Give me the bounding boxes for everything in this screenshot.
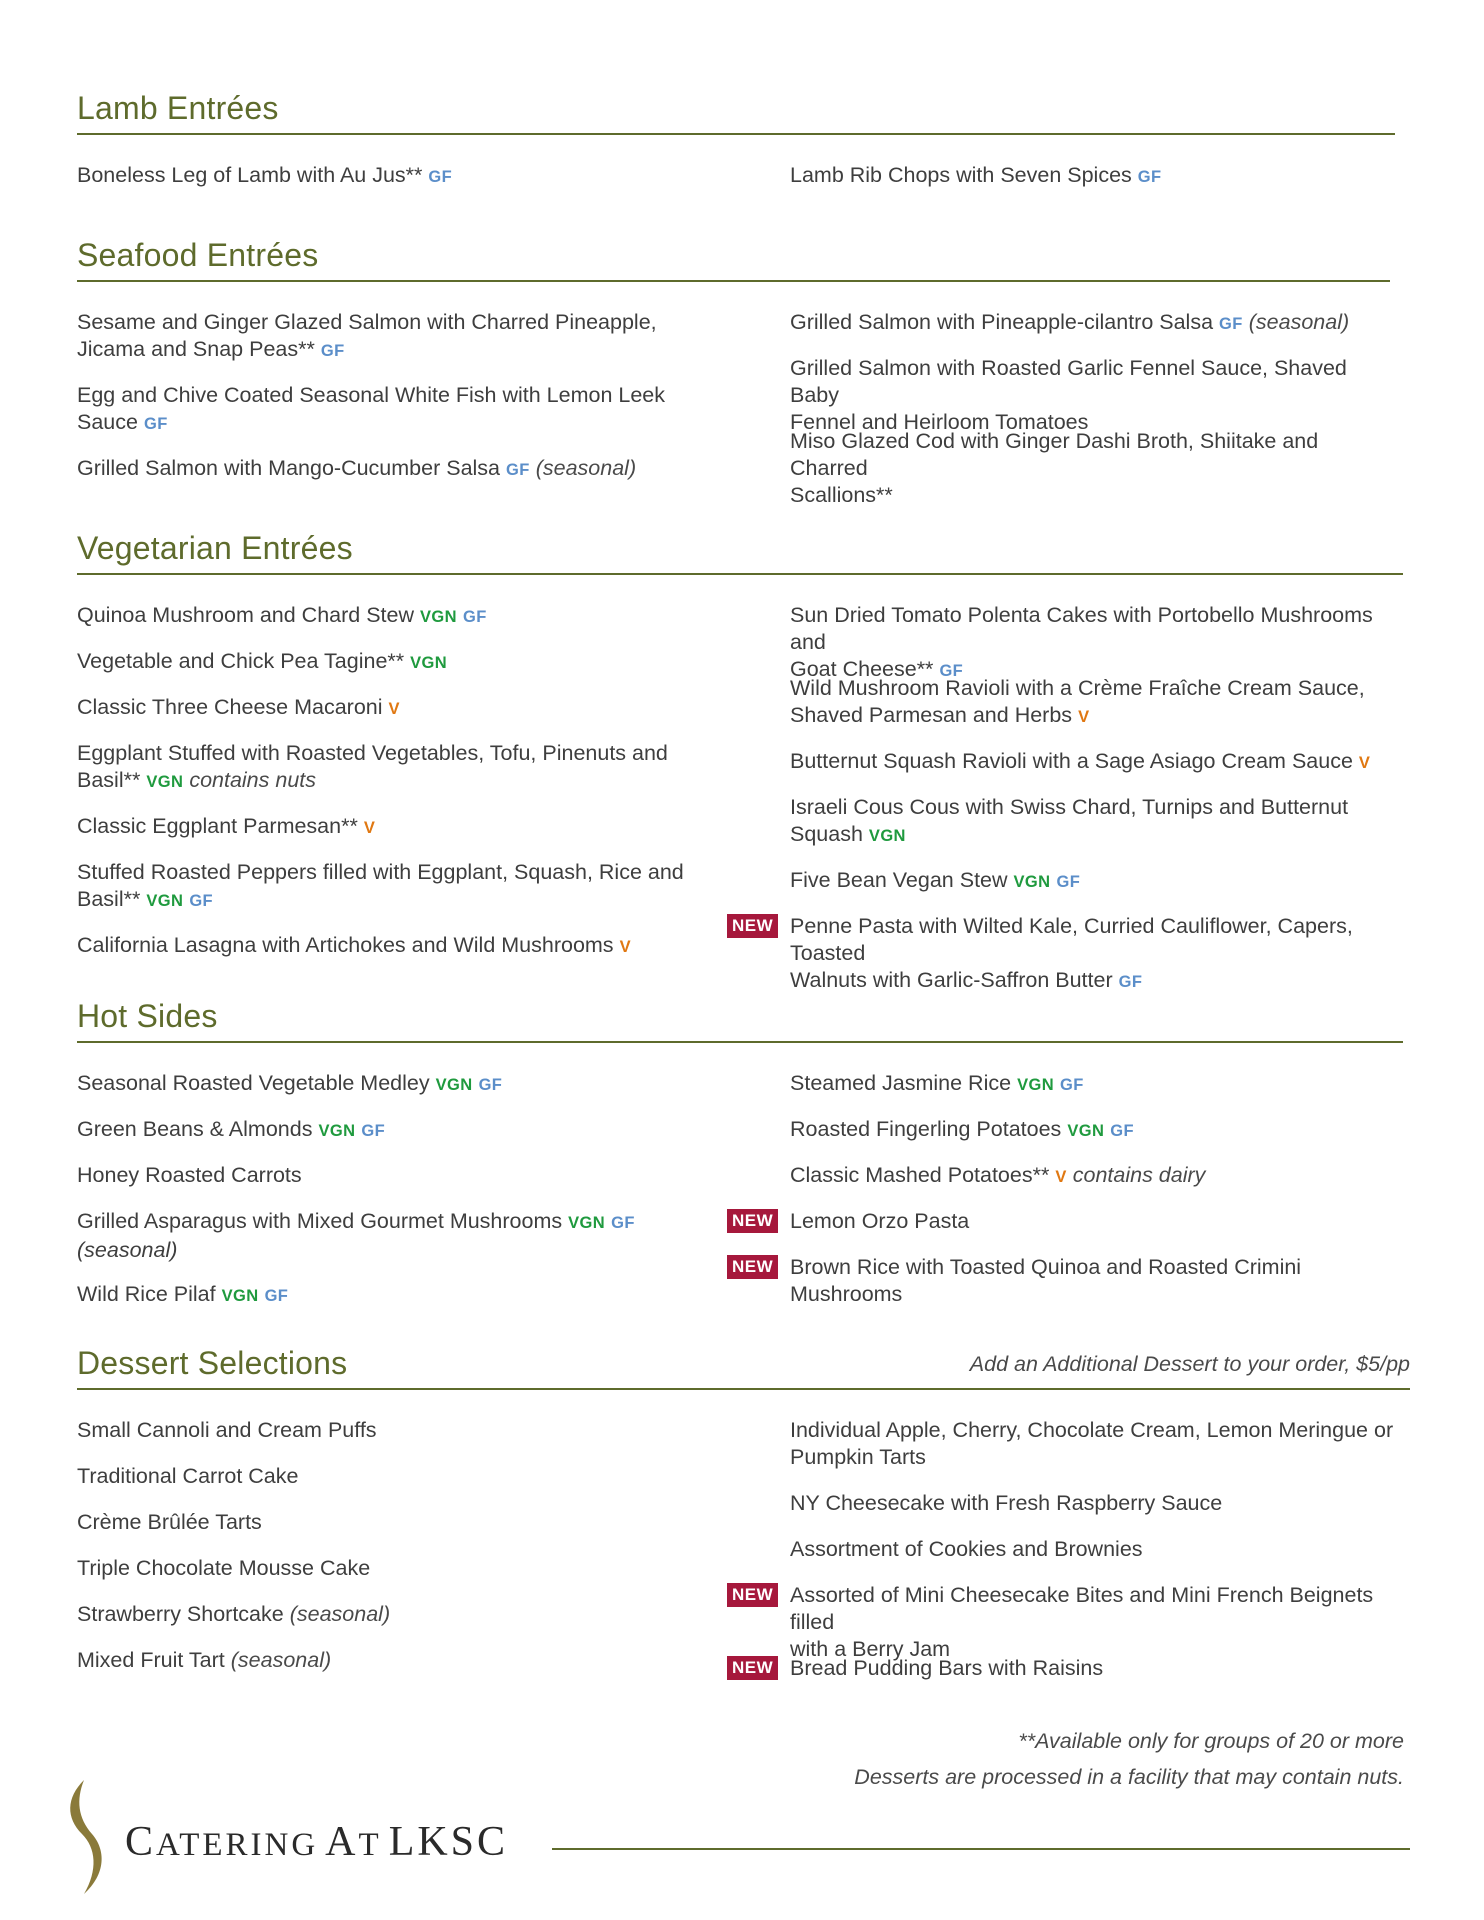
menu-item-text: Green Beans & Almonds bbox=[77, 1117, 313, 1141]
diet-tag-vgn: VGN bbox=[146, 773, 184, 791]
menu-item-text: Honey Roasted Carrots bbox=[77, 1163, 302, 1187]
menu-item bbox=[732, 913, 1400, 996]
divider bbox=[77, 573, 1403, 575]
menu-item-note: contains dairy bbox=[1072, 1163, 1206, 1187]
menu-item-name bbox=[790, 1490, 1400, 1517]
menu-item bbox=[77, 694, 687, 723]
diet-tag-vgn: VGN bbox=[410, 654, 448, 672]
menu-item-text: Small Cannoli and Cream Puffs bbox=[77, 1418, 377, 1442]
menu-item-text: NY Cheesecake with Fresh Raspberry Sauce bbox=[790, 1491, 1223, 1515]
menu-item-line: Israeli Cous Cous with Swiss Chard, Turnips and Butternut bbox=[790, 795, 1349, 819]
menu-item-text: Strawberry Shortcake bbox=[77, 1602, 284, 1626]
menu-item bbox=[77, 1070, 687, 1099]
diet-tag-vgn: VGN bbox=[146, 892, 184, 910]
menu-item-note: (seasonal) bbox=[289, 1602, 391, 1626]
menu-item-name bbox=[77, 1116, 687, 1145]
menu-item bbox=[77, 813, 687, 842]
menu-item-text: Fennel and Heirloom Tomatoes bbox=[790, 410, 1089, 434]
menu-item-text: Jicama and Snap Peas** bbox=[77, 337, 315, 361]
menu-item-name bbox=[77, 1070, 687, 1099]
menu-item bbox=[77, 1509, 687, 1536]
diet-tag-gf: GF bbox=[1060, 1076, 1084, 1094]
diet-tag-vgn: VGN bbox=[568, 1214, 606, 1232]
menu-item-name bbox=[790, 748, 1400, 777]
menu-item-name bbox=[790, 309, 1400, 338]
menu-item-text: Shaved Parmesan and Herbs bbox=[790, 703, 1073, 727]
menu-item-note: (seasonal) bbox=[1248, 310, 1350, 334]
menu-item-text: Mixed Fruit Tart bbox=[77, 1648, 225, 1672]
menu-item-text: Grilled Salmon with Pineapple-cilantro Salsa bbox=[790, 310, 1214, 334]
new-badge: NEW bbox=[727, 1656, 778, 1680]
menu-item-name bbox=[77, 1417, 687, 1444]
menu-item-name bbox=[790, 867, 1400, 896]
section-title: Dessert Selections bbox=[77, 1345, 348, 1381]
menu-item-text: Sauce bbox=[77, 410, 138, 434]
section-hot-sides bbox=[77, 996, 218, 1036]
menu-item-text: Bread Pudding Bars with Raisins bbox=[790, 1656, 1104, 1680]
menu-item-name bbox=[77, 694, 687, 723]
menu-item bbox=[790, 794, 1400, 850]
diet-tag-gf: GF bbox=[143, 415, 168, 433]
menu-item bbox=[790, 1116, 1400, 1145]
menu-item bbox=[732, 1582, 1400, 1663]
menu-item bbox=[77, 1647, 687, 1674]
diet-tag-gf: GF bbox=[478, 1076, 503, 1094]
menu-item-text: Walnuts with Garlic-Saffron Butter bbox=[790, 968, 1113, 992]
dessert-addon-note: Add an Additional Dessert to your order, $5/pp bbox=[969, 1352, 1410, 1376]
diet-tag-gf: GF bbox=[1137, 168, 1162, 186]
menu-item-note: (seasonal) bbox=[230, 1648, 332, 1672]
diet-tag-gf: GF bbox=[1219, 315, 1243, 333]
menu-item-name bbox=[790, 482, 1400, 509]
menu-item-text: Steamed Jasmine Rice bbox=[790, 1071, 1012, 1095]
menu-item-text: California Lasagna with Artichokes and Wild Mushrooms bbox=[77, 933, 614, 957]
menu-item bbox=[732, 1254, 1400, 1308]
menu-item bbox=[790, 1070, 1400, 1099]
diet-tag-gf: GF bbox=[1110, 1122, 1134, 1140]
diet-tag-vgn: VGN bbox=[221, 1287, 259, 1305]
menu-item-line: Stuffed Roasted Peppers filled with Eggplant, Squash, Rice and bbox=[77, 860, 684, 884]
menu-item-text: Grilled Asparagus with Mixed Gourmet Mushrooms bbox=[77, 1209, 563, 1233]
catering-at-lksc-logo: CATERING AT LKSC bbox=[125, 1819, 509, 1865]
menu-item bbox=[790, 602, 1400, 685]
menu-item bbox=[790, 867, 1400, 896]
menu-item-name bbox=[790, 967, 1400, 996]
section-title: Lamb Entrées bbox=[77, 90, 279, 126]
diet-tag-vgn: VGN bbox=[420, 608, 457, 626]
menu-item bbox=[732, 1208, 1400, 1235]
menu-item-name bbox=[790, 1070, 1400, 1099]
menu-item bbox=[77, 1162, 687, 1189]
diet-tag-gf: GF bbox=[1056, 873, 1081, 891]
menu-item bbox=[77, 932, 687, 961]
menu-item-text: Classic Three Cheese Macaroni bbox=[77, 695, 383, 719]
menu-item-text: Basil** bbox=[77, 887, 141, 911]
menu-item-name bbox=[77, 886, 687, 915]
diet-tag-gf: GF bbox=[506, 461, 530, 479]
menu-item-name bbox=[77, 767, 687, 796]
menu-item-name bbox=[790, 1116, 1400, 1145]
menu-item-text: with a Berry Jam bbox=[790, 1637, 951, 1661]
menu-item-name bbox=[790, 1162, 1400, 1191]
section-lamb bbox=[77, 88, 279, 128]
menu-item-text: Classic Eggplant Parmesan** bbox=[77, 814, 358, 838]
menu-item bbox=[77, 1463, 687, 1490]
menu-item-line: Assorted of Mini Cheesecake Bites and Mini French Beignets filled bbox=[790, 1583, 1374, 1634]
menu-item-text: Butternut Squash Ravioli with a Sage Asiago Cream Sauce bbox=[790, 749, 1353, 773]
menu-item-text: Scallions** bbox=[790, 483, 893, 507]
menu-item-name bbox=[77, 932, 687, 961]
divider bbox=[77, 1041, 1403, 1043]
nuts-disclaimer: Desserts are processed in a facility that may contain nuts. bbox=[854, 1765, 1404, 1789]
swoosh-logo-icon bbox=[62, 1778, 122, 1896]
menu-item bbox=[77, 648, 687, 677]
menu-item-text: Pumpkin Tarts bbox=[790, 1445, 926, 1469]
menu-item-name bbox=[77, 1463, 687, 1490]
menu-item-name bbox=[77, 409, 687, 438]
menu-item-text: Roasted Fingerling Potatoes bbox=[790, 1117, 1062, 1141]
menu-item-name bbox=[77, 1509, 687, 1536]
footer-divider bbox=[552, 1848, 1410, 1850]
menu-item-line: Penne Pasta with Wilted Kale, Curried Cauliflower, Capers, Toasted bbox=[790, 914, 1353, 965]
menu-item-name bbox=[790, 821, 1400, 850]
menu-item bbox=[77, 1281, 687, 1310]
menu-item-text: Goat Cheese** bbox=[790, 657, 934, 681]
menu-item bbox=[77, 1208, 687, 1264]
menu-item bbox=[790, 355, 1400, 436]
menu-item-line: Egg and Chive Coated Seasonal White Fish with Lemon Leek bbox=[77, 383, 666, 407]
availability-note: **Available only for groups of 20 or more bbox=[1018, 1729, 1404, 1753]
menu-item-line: Miso Glazed Cod with Ginger Dashi Broth, Shiitake and Charred bbox=[790, 429, 1319, 480]
diet-tag-vgn: VGN bbox=[868, 827, 906, 845]
menu-item bbox=[77, 859, 687, 915]
menu-item-note: (seasonal) bbox=[77, 1238, 178, 1262]
menu-item-text: Vegetable and Chick Pea Tagine** bbox=[77, 649, 405, 673]
diet-tag-gf: GF bbox=[939, 662, 964, 680]
menu-item-name bbox=[77, 1281, 687, 1310]
section-desserts bbox=[77, 1343, 347, 1383]
diet-tag-gf: GF bbox=[264, 1287, 289, 1305]
diet-tag-v: V bbox=[388, 700, 400, 718]
diet-tag-vgn: VGN bbox=[318, 1122, 356, 1140]
menu-item-line: Individual Apple, Cherry, Chocolate Cream, Lemon Meringue or bbox=[790, 1418, 1394, 1442]
divider bbox=[77, 1388, 1410, 1390]
diet-tag-vgn: VGN bbox=[435, 1076, 473, 1094]
menu-item-text: Grilled Salmon with Mango-Cucumber Salsa bbox=[77, 456, 501, 480]
menu-item bbox=[77, 162, 687, 191]
menu-item-line: Sesame and Ginger Glazed Salmon with Charred Pineapple, bbox=[77, 310, 657, 334]
menu-item-name bbox=[77, 1601, 687, 1628]
diet-tag-v: V bbox=[363, 819, 376, 837]
menu-item-name bbox=[790, 162, 1400, 191]
menu-item-name bbox=[77, 813, 687, 842]
menu-item-text: Basil** bbox=[77, 768, 141, 792]
diet-tag-gf: GF bbox=[320, 342, 345, 360]
menu-item bbox=[77, 1601, 687, 1628]
diet-tag-v: V bbox=[1055, 1168, 1067, 1186]
menu-item-name bbox=[77, 1555, 687, 1582]
menu-item bbox=[790, 309, 1400, 338]
menu-item-text: Triple Chocolate Mousse Cake bbox=[77, 1556, 371, 1580]
menu-item bbox=[790, 748, 1400, 777]
menu-item bbox=[790, 675, 1400, 731]
menu-item-name bbox=[77, 1208, 687, 1237]
menu-item-name bbox=[77, 648, 687, 677]
menu-item-name bbox=[77, 336, 687, 365]
menu-item-text: Lamb Rib Chops with Seven Spices bbox=[790, 163, 1132, 187]
new-badge: NEW bbox=[727, 1209, 778, 1233]
section-seafood bbox=[77, 235, 318, 275]
section-vegetarian bbox=[77, 528, 353, 568]
new-badge: NEW bbox=[727, 1583, 778, 1607]
menu-item-name bbox=[77, 602, 687, 631]
section-title: Seafood Entrées bbox=[77, 237, 319, 273]
menu-item-text: Lemon Orzo Pasta bbox=[790, 1209, 970, 1233]
menu-item-line: Eggplant Stuffed with Roasted Vegetables, Tofu, Pinenuts and bbox=[77, 741, 668, 765]
menu-item-line: Wild Mushroom Ravioli with a Crème Fraîche Cream Sauce, bbox=[790, 676, 1365, 700]
menu-item-name bbox=[790, 1655, 1400, 1682]
section-title: Hot Sides bbox=[77, 998, 218, 1034]
diet-tag-gf: GF bbox=[361, 1122, 386, 1140]
menu-item bbox=[77, 1116, 687, 1145]
menu-item-text: Traditional Carrot Cake bbox=[77, 1464, 299, 1488]
menu-item-name bbox=[77, 1647, 687, 1674]
menu-item-name bbox=[77, 1162, 687, 1189]
menu-item bbox=[77, 602, 687, 631]
menu-item bbox=[77, 309, 687, 365]
diet-tag-gf: GF bbox=[1118, 973, 1143, 991]
menu-item bbox=[77, 382, 687, 438]
menu-item-line: Sun Dried Tomato Polenta Cakes with Portobello Mushrooms and bbox=[790, 603, 1373, 654]
menu-item bbox=[790, 1536, 1400, 1563]
diet-tag-gf: GF bbox=[611, 1214, 635, 1232]
diet-tag-gf: GF bbox=[189, 892, 214, 910]
divider bbox=[77, 280, 1390, 282]
menu-item-name bbox=[77, 455, 687, 484]
menu-item bbox=[790, 1417, 1400, 1471]
menu-item-text: Crème Brûlée Tarts bbox=[77, 1510, 262, 1534]
menu-item bbox=[77, 1417, 687, 1444]
diet-tag-gf: GF bbox=[428, 168, 453, 186]
menu-item bbox=[77, 1555, 687, 1582]
menu-item-text: Quinoa Mushroom and Chard Stew bbox=[77, 603, 415, 627]
diet-tag-v: V bbox=[1078, 708, 1090, 726]
new-badge: NEW bbox=[727, 914, 778, 938]
menu-item-text: Assortment of Cookies and Brownies bbox=[790, 1537, 1143, 1561]
menu-item-text: Classic Mashed Potatoes** bbox=[790, 1163, 1050, 1187]
menu-item bbox=[77, 740, 687, 796]
menu-item-note: (seasonal) bbox=[535, 456, 637, 480]
menu-item-name bbox=[790, 1208, 1400, 1235]
menu-item bbox=[732, 1655, 1400, 1682]
divider bbox=[77, 133, 1395, 135]
menu-item bbox=[790, 428, 1400, 509]
menu-item bbox=[790, 1162, 1400, 1191]
menu-item-name bbox=[77, 162, 687, 191]
menu-item-text: Boneless Leg of Lamb with Au Jus** bbox=[77, 163, 423, 187]
menu-item-text: Squash bbox=[790, 822, 863, 846]
menu-item-name bbox=[790, 702, 1400, 731]
diet-tag-v: V bbox=[619, 938, 631, 956]
menu-item-name bbox=[790, 1444, 1400, 1471]
menu-item-text: Wild Rice Pilaf bbox=[77, 1282, 216, 1306]
menu-item-text: Seasonal Roasted Vegetable Medley bbox=[77, 1071, 430, 1095]
menu-item-note: contains nuts bbox=[189, 768, 317, 792]
section-title: Vegetarian Entrées bbox=[77, 530, 353, 566]
diet-tag-vgn: VGN bbox=[1067, 1122, 1105, 1140]
menu-item-name bbox=[790, 1254, 1400, 1308]
menu-item-text: Five Bean Vegan Stew bbox=[790, 868, 1008, 892]
menu-item bbox=[790, 162, 1400, 191]
menu-item-name bbox=[790, 1536, 1400, 1563]
diet-tag-gf: GF bbox=[462, 608, 487, 626]
diet-tag-v: V bbox=[1358, 754, 1371, 772]
menu-item-text: Brown Rice with Toasted Quinoa and Roasted Crimini Mushrooms bbox=[790, 1255, 1302, 1306]
menu-item bbox=[790, 1490, 1400, 1517]
menu-item bbox=[77, 455, 687, 484]
new-badge: NEW bbox=[727, 1255, 778, 1279]
diet-tag-vgn: VGN bbox=[1013, 873, 1051, 891]
menu-item-line: Grilled Salmon with Roasted Garlic Fennel Sauce, Shaved Baby bbox=[790, 356, 1347, 407]
diet-tag-vgn: VGN bbox=[1017, 1076, 1055, 1094]
